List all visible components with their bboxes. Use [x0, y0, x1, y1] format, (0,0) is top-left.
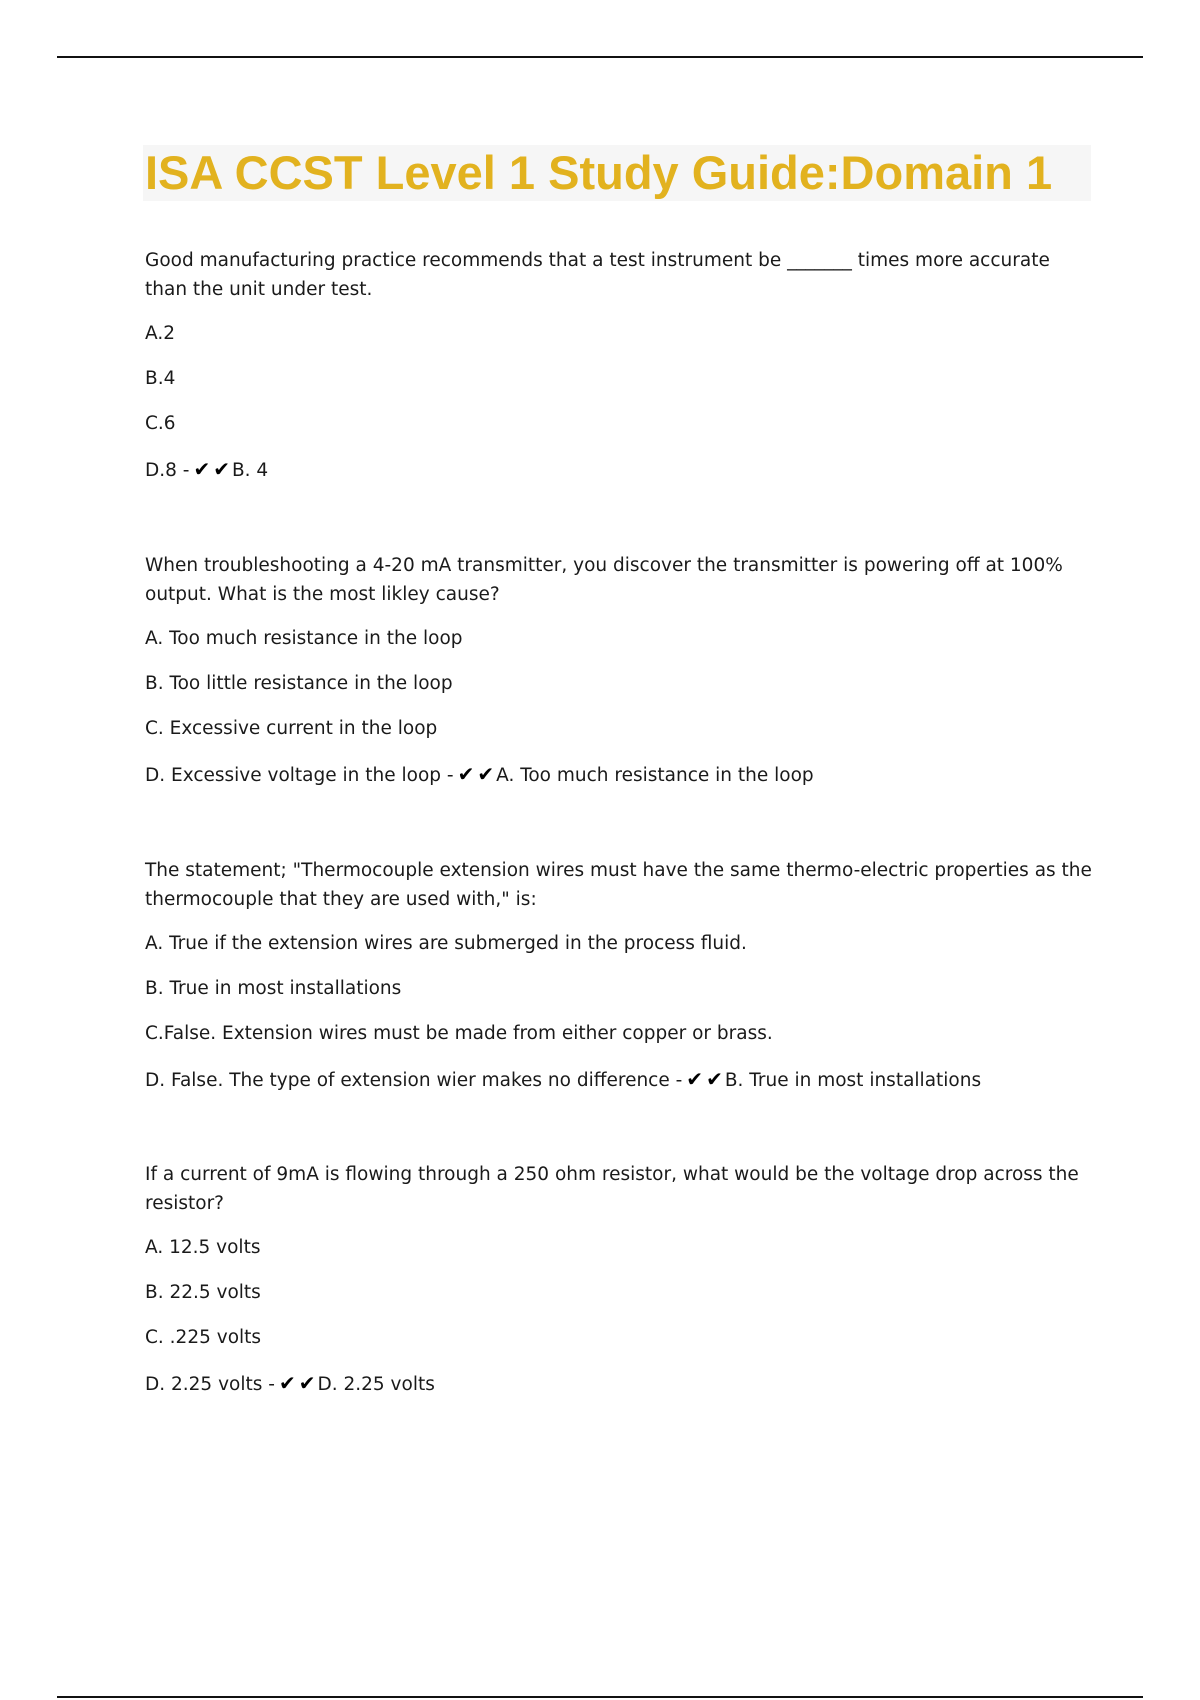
option-d-text: D. 2.25 volts -: [145, 1374, 275, 1395]
option-c: [145, 1325, 1095, 1351]
option-a: [145, 1235, 1095, 1261]
top-rule: [57, 56, 1143, 58]
option-a: [145, 321, 1095, 347]
option-b: [145, 671, 1095, 697]
option-a-text: A. 12.5 volts: [145, 1237, 261, 1258]
option-d-text: D.8 -: [145, 460, 190, 481]
option-d: [145, 761, 1095, 789]
checkmark-icon: ✔: [706, 1067, 723, 1091]
question-text: When troubleshooting a 4-20 mA transmitter, you discover the transmitter is powering off at 100% output. What is the most likley cause?: [145, 555, 1063, 605]
option-b: [145, 1280, 1095, 1306]
answer-text: B. True in most installations: [724, 1070, 982, 1091]
page-title: ISA CCST Level 1 Study Guide:Domain 1: [145, 146, 1053, 199]
option-d-text: D. False. The type of extension wier makes no difference -: [145, 1070, 683, 1091]
option-b-text: B. Too little resistance in the loop: [145, 673, 453, 694]
question-text: Good manufacturing practice recommends that a test instrument be _______ times more accurate than the unit under test.: [145, 250, 1050, 300]
checkmark-icon: ✔: [278, 1371, 296, 1395]
option-c-text: C. .225 volts: [145, 1327, 262, 1348]
option-a-text: A. True if the extension wires are submerged in the process fluid.: [145, 933, 747, 954]
question-text: The statement; "Thermocouple extension wires must have the same thermo-electric properties as the thermocouple that they are used with," is:: [145, 860, 1092, 910]
question-block: [145, 246, 1095, 484]
option-b-text: B.4: [145, 368, 176, 389]
option-d: [145, 456, 1095, 484]
option-c-text: C.6: [145, 413, 176, 434]
checkmark-icon: ✔: [193, 457, 211, 481]
option-c-text: C.False. Extension wires must be made from either copper or brass.: [145, 1023, 773, 1044]
option-c: [145, 411, 1095, 437]
question-block: [145, 551, 1095, 789]
checkmark-icon: ✔: [686, 1067, 704, 1091]
checkmark-icon: ✔: [213, 457, 230, 481]
checkmark-icon: ✔: [298, 1371, 316, 1395]
option-c: [145, 1021, 1095, 1047]
option-a: [145, 931, 1095, 957]
answer-text: B. 4: [231, 460, 269, 481]
option-c: [145, 716, 1095, 742]
answer-text: D. 2.25 volts: [317, 1374, 435, 1395]
option-d: [145, 1066, 1095, 1094]
question-text: If a current of 9mA is flowing through a 250 ohm resistor, what would be the voltage drop across the resistor?: [145, 1164, 1079, 1214]
title-banner: [143, 145, 1091, 201]
option-b-text: B. 22.5 volts: [145, 1282, 261, 1303]
option-b: [145, 366, 1095, 392]
checkmark-icon: ✔: [457, 762, 475, 786]
option-b-text: B. True in most installations: [145, 978, 402, 999]
answer-text: A. Too much resistance in the loop: [496, 765, 814, 786]
option-d: [145, 1370, 1095, 1398]
option-a-text: A. Too much resistance in the loop: [145, 628, 463, 649]
option-b: [145, 976, 1095, 1002]
option-d-text: D. Excessive voltage in the loop -: [145, 765, 454, 786]
option-a: [145, 626, 1095, 652]
question-block: [145, 856, 1095, 1094]
option-a-text: A.2: [145, 323, 175, 344]
bottom-rule: [57, 1696, 1143, 1698]
question-block: [145, 1160, 1095, 1398]
checkmark-icon: ✔: [477, 762, 495, 786]
option-c-text: C. Excessive current in the loop: [145, 718, 438, 739]
